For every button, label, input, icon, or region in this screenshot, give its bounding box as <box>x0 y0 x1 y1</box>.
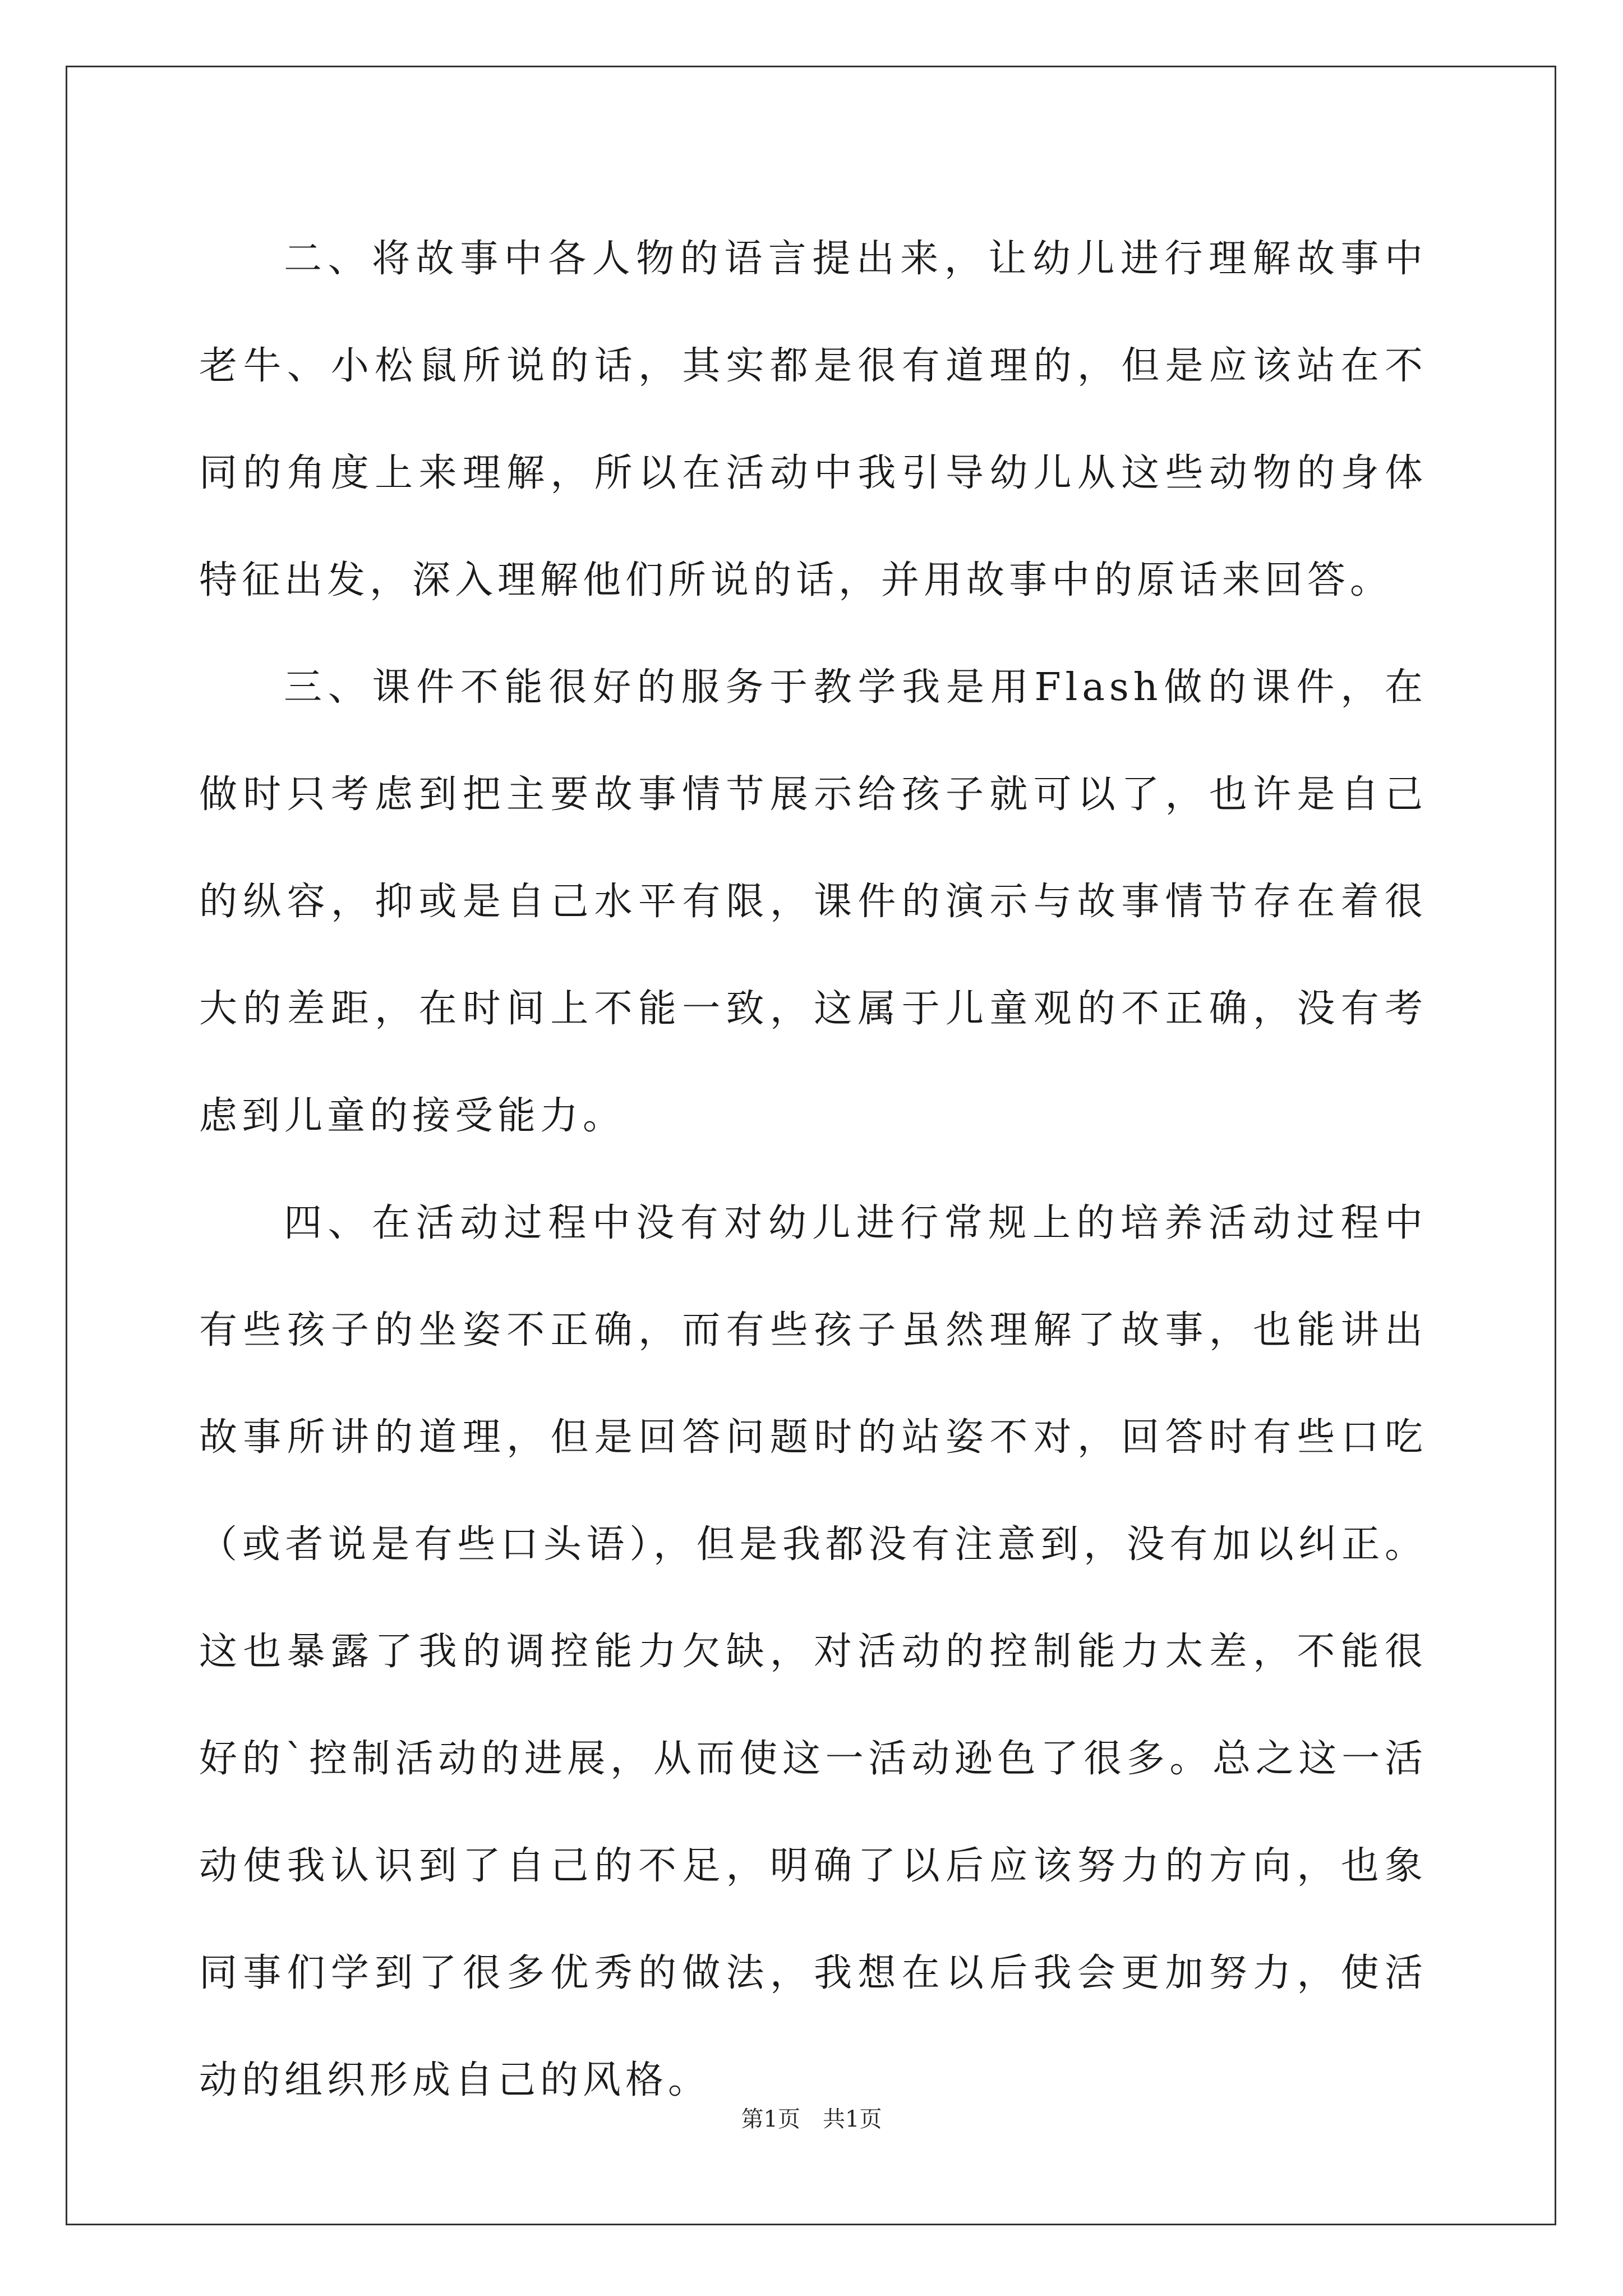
page-total: 共1页 <box>823 2106 882 2132</box>
page-number: 第1页 <box>741 2106 800 2132</box>
paragraph-2: 二、将故事中各人物的语言提出来，让幼儿进行理解故事中老牛、小松鼠所说的话，其实都是很有道理的，但是应该站在不同的角度上来理解，所以在活动中我引导幼儿从这些动物的身体特征出发，深入理解他们所说的话，并用故事中的原话来回答。 <box>199 237 1427 602</box>
paragraph-4: 四、在活动过程中没有对幼儿进行常规上的培养活动过程中有些孩子的坐姿不正确，而有些孩子虽然理解了故事，也能讲出故事所讲的道理，但是回答问题时的站姿不对，回答时有些口吃（或者说是有些口头语），但是我都没有注意到，没有加以纠正。这也暴露了我的调控能力欠缺，对活动的控制能力太差，不能很好的`控制活动的进展，从而使这一活动逊色了很多。总之这一活动使我认识到了自己的不足，明确了以后应该努力的方向，也象同事们学到了很多优秀的做法，我想在以后我会更加努力，使活动的组织形成自己的风格。 <box>199 1201 1427 2102</box>
page-footer <box>0 2102 1623 2136</box>
document-body <box>199 205 1427 2134</box>
paragraph-3: 三、课件不能很好的服务于教学我是用Flash做的课件，在做时只考虑到把主要故事情节展示给孩子就可以了，也许是自己的纵容，抑或是自己水平有限，课件的演示与故事情节存在着很大的差距，在时间上不能一致，这属于儿童观的不正确，没有考虑到儿童的接受能力。 <box>199 665 1427 1138</box>
